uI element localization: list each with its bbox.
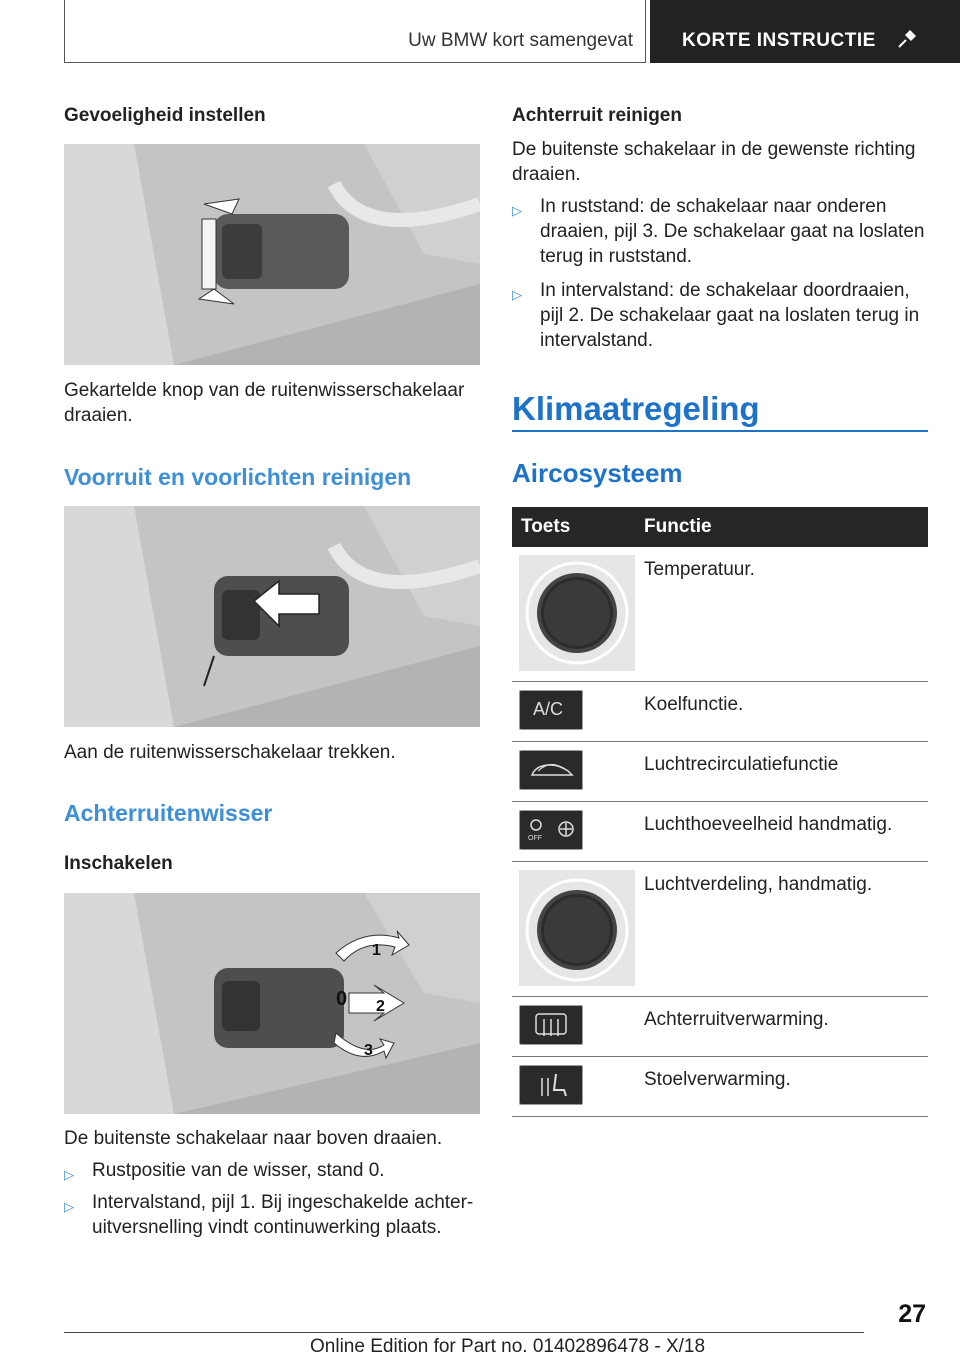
table-row [512, 862, 928, 997]
header-chapter-title: KORTE INSTRUCTIE [682, 30, 876, 51]
rear-wiper-heading: Achterruitenwisser [64, 800, 273, 826]
function-text: Temperatuur. [644, 559, 755, 580]
table-row [512, 997, 928, 1057]
air-distribution-knob-icon [519, 870, 635, 986]
list-item: ▷ Rustpositie van de wisser, stand 0. [64, 1158, 480, 1187]
list-item: ▷ In intervalstand: de schakelaar doordraaien, pijl 2. De schakelaar gaat na loslaten terug in intervalstand. [512, 280, 920, 351]
sensitivity-heading: Gevoeligheid instellen [64, 105, 266, 126]
header-chapter-box [650, 0, 960, 63]
svg-text:1: 1 [372, 942, 381, 959]
pin-icon [896, 28, 918, 50]
svg-text:3: 3 [364, 1042, 373, 1059]
page-number: 27 [898, 1300, 926, 1328]
enable-caption: De buitenste schakelaar naar boven draaien. [64, 1128, 443, 1149]
fan-speed-icon: OFF [519, 810, 583, 850]
header-section-box [64, 0, 646, 63]
list-item: ▷ In ruststand: de schakelaar naar onderen draaien, pijl 3. De schakelaar gaat na loslaten terug in ruststand. [512, 196, 925, 267]
ac-button-icon: A/C [519, 690, 583, 730]
seat-heating-icon [519, 1065, 583, 1105]
sensitivity-caption: Gekartelde knop van de ruitenwisserschakelaar draaien. [64, 380, 465, 426]
function-text: Luchthoeveelheid handmatig. [644, 814, 893, 835]
controls-table [512, 507, 928, 1117]
bullet-triangle-icon: ▷ [512, 203, 522, 218]
footer-edition: Online Edition for Part no. 01402896478 - X/18 [310, 1336, 706, 1357]
bullet-triangle-icon: ▷ [64, 1167, 74, 1182]
temperature-knob-icon [519, 555, 635, 671]
function-text: Luchtrecirculatiefunctie [644, 754, 839, 775]
col-header-function: Functie [644, 516, 712, 537]
svg-text:2: 2 [376, 998, 385, 1015]
list-item: ▷ Intervalstand, pijl 1. Bij ingeschakelde achter-uitversnelling vindt continuwerking plaats. [64, 1192, 474, 1238]
function-text: Achterruitverwarming. [644, 1009, 829, 1030]
table-row [512, 682, 928, 742]
ac-heading: Aircosysteem [512, 458, 683, 488]
rear-defrost-icon [519, 1005, 583, 1045]
table-row [512, 547, 928, 682]
wiper-knob-illustration [64, 144, 480, 365]
recirculation-icon [519, 750, 583, 790]
table-row [512, 742, 928, 802]
rear-clean-heading: Achterruit reinigen [512, 105, 682, 126]
function-text: Stoelverwarming. [644, 1069, 791, 1090]
bullet-triangle-icon: ▷ [512, 287, 522, 302]
climate-rule [512, 430, 928, 432]
col-header-key: Toets [521, 516, 571, 537]
footer-rule [64, 1332, 864, 1333]
rear-clean-text: De buitenste schakelaar in de gewenste richting draaien. [512, 139, 916, 185]
table-row [512, 802, 928, 862]
climate-heading: Klimaatregeling [512, 390, 760, 427]
rear-wiper-illustration [64, 893, 480, 1114]
front-clean-caption: Aan de ruitenwisserschakelaar trekken. [64, 742, 396, 763]
function-text: Koelfunctie. [644, 694, 744, 715]
function-text: Luchtverdeling, handmatig. [644, 874, 873, 895]
wiper-pull-illustration [64, 506, 480, 727]
table-row [512, 1057, 928, 1117]
table-header [512, 507, 928, 547]
bullet-triangle-icon: ▷ [64, 1199, 74, 1214]
front-clean-heading: Voorruit en voorlichten reinigen [64, 464, 412, 490]
header-section-title: Uw BMW kort samengevat [408, 30, 633, 51]
enable-heading: Inschakelen [64, 853, 173, 874]
svg-text:0: 0 [336, 988, 348, 1010]
